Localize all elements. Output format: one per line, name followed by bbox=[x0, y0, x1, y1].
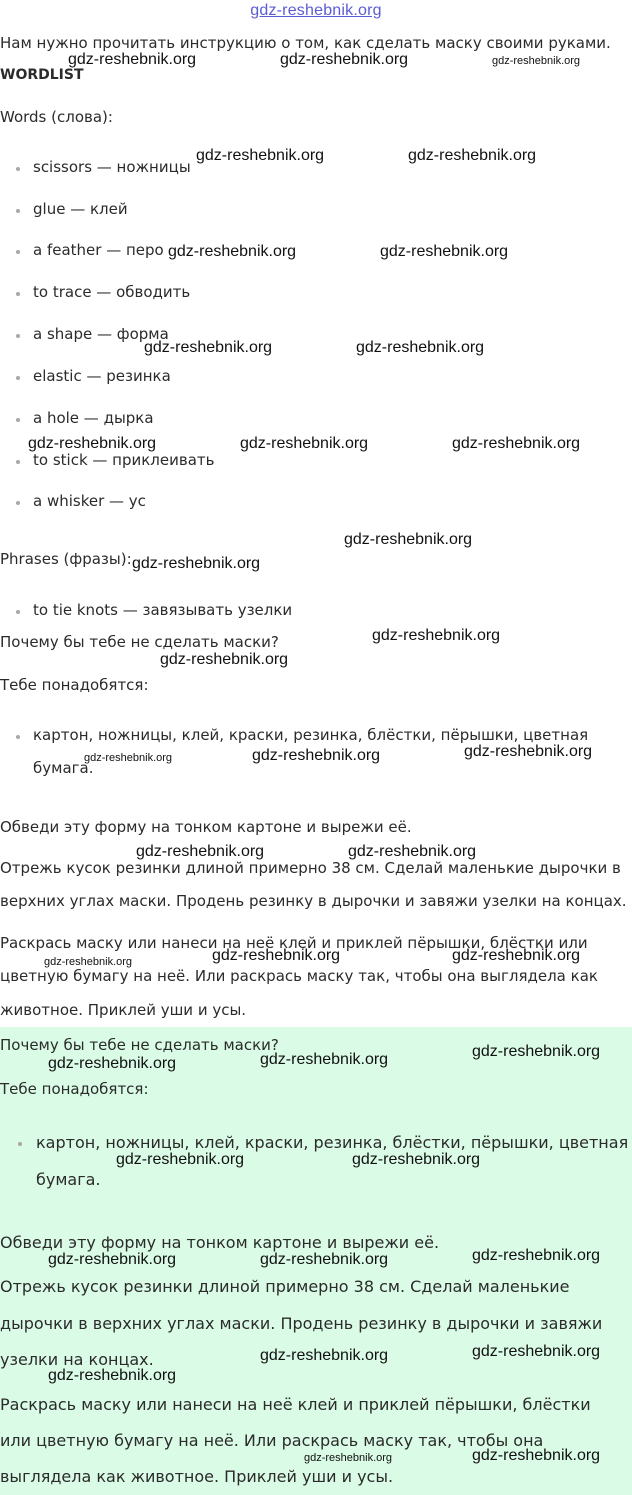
answer-step-2-line: узелки на концах. bbox=[0, 1350, 154, 1369]
watermark: gdz-reshebnik.org bbox=[116, 1151, 245, 1168]
answer-step-1: Обведи эту форму на тонком картоне и вырежи её. bbox=[0, 1233, 440, 1252]
answer-materials-line: картон, ножницы, клей, краски, резинка, блёстки, пёрышки, цветная bbox=[36, 1133, 629, 1152]
watermark: gdz-reshebnik.org bbox=[464, 743, 593, 760]
answer-step-3-line: выглядела как животное. Приклей уши и усы. bbox=[0, 1467, 394, 1486]
watermark: gdz-reshebnik.org bbox=[132, 555, 261, 572]
answer-step-3-line: или цветную бумагу на неё. Или раскрась маску так, чтобы она bbox=[0, 1431, 544, 1450]
list-item: a hole — дырка bbox=[33, 409, 154, 427]
watermark: gdz-reshebnik.org bbox=[304, 1452, 393, 1464]
answer-materials-line: бумага. bbox=[36, 1170, 101, 1189]
list-item: to tie knots — завязывать узелки bbox=[33, 601, 293, 619]
watermark: gdz-reshebnik.org bbox=[352, 1151, 481, 1168]
watermark: gdz-reshebnik.org bbox=[68, 51, 197, 68]
site-header-link[interactable]: gdz-reshebnik.org bbox=[250, 2, 382, 19]
translation-need: Тебе понадобятся: bbox=[0, 676, 149, 694]
bullet-icon bbox=[16, 460, 20, 464]
bullet-icon bbox=[16, 610, 20, 614]
phrases-heading: Phrases (фразы): bbox=[0, 550, 132, 568]
watermark: gdz-reshebnik.org bbox=[212, 947, 341, 964]
words-heading: Words (слова): bbox=[0, 108, 113, 126]
translation-materials-line: картон, ножницы, клей, краски, резинка, блёстки, пёрышки, цветная bbox=[33, 726, 589, 744]
watermark: gdz-reshebnik.org bbox=[48, 1251, 177, 1268]
watermark: gdz-reshebnik.org bbox=[472, 1247, 601, 1264]
watermark: gdz-reshebnik.org bbox=[240, 435, 369, 452]
watermark: gdz-reshebnik.org bbox=[252, 747, 381, 764]
watermark: gdz-reshebnik.org bbox=[168, 243, 297, 260]
watermark: gdz-reshebnik.org bbox=[344, 531, 473, 548]
watermark: gdz-reshebnik.org bbox=[196, 147, 325, 164]
list-item: a feather — перо bbox=[33, 241, 164, 259]
watermark: gdz-reshebnik.org bbox=[372, 627, 501, 644]
bullet-icon bbox=[16, 209, 20, 213]
watermark: gdz-reshebnik.org bbox=[280, 51, 409, 68]
watermark: gdz-reshebnik.org bbox=[28, 435, 157, 452]
translation-step-3-line: животное. Приклей уши и усы. bbox=[0, 1001, 247, 1019]
intro-text: Нам нужно прочитать инструкцию о том, как сделать маску своими руками. bbox=[0, 34, 611, 52]
watermark: gdz-reshebnik.org bbox=[472, 1043, 601, 1060]
answer-step-3-line: Раскрась маску или нанеси на неё клей и приклей пёрышки, блёстки bbox=[0, 1395, 591, 1414]
watermark: gdz-reshebnik.org bbox=[452, 435, 581, 452]
list-item: a shape — форма bbox=[33, 325, 169, 343]
list-item: to trace — обводить bbox=[33, 283, 191, 301]
translation-step-3-line: Раскрась маску или нанеси на неё клей и приклей пёрышки, блёстки или bbox=[0, 934, 588, 952]
bullet-icon bbox=[16, 418, 20, 422]
watermark: gdz-reshebnik.org bbox=[160, 651, 289, 668]
bullet-icon bbox=[16, 735, 20, 739]
bullet-icon bbox=[16, 167, 20, 171]
bullet-icon bbox=[16, 250, 20, 254]
watermark: gdz-reshebnik.org bbox=[472, 1447, 601, 1464]
list-item: elastic — резинка bbox=[33, 367, 171, 385]
translation-question: Почему бы тебе не сделать маски? bbox=[0, 633, 279, 651]
watermark: gdz-reshebnik.org bbox=[380, 243, 509, 260]
answer-need: Тебе понадобятся: bbox=[0, 1080, 149, 1098]
bullet-icon bbox=[16, 501, 20, 505]
list-item: glue — клей bbox=[33, 200, 128, 218]
list-item: a whisker — ус bbox=[33, 492, 146, 510]
bullet-icon bbox=[16, 376, 20, 380]
bullet-icon bbox=[16, 334, 20, 338]
translation-step-2-line: верхних углах маски. Продень резинку в дырочки и завяжи узелки на концах. bbox=[0, 892, 627, 910]
watermark: gdz-reshebnik.org bbox=[84, 752, 173, 764]
translation-step-1: Обведи эту форму на тонком картоне и вырежи её. bbox=[0, 818, 412, 836]
watermark: gdz-reshebnik.org bbox=[48, 1055, 177, 1072]
bullet-icon bbox=[18, 1142, 22, 1146]
answer-step-2-line: дырочки в верхних углах маски. Продень резинку в дырочки и завяжи bbox=[0, 1314, 603, 1333]
wordlist-heading: WORDLIST bbox=[0, 67, 84, 83]
watermark: gdz-reshebnik.org bbox=[260, 1251, 389, 1268]
watermark: gdz-reshebnik.org bbox=[260, 1051, 389, 1068]
answer-question: Почему бы тебе не сделать маски? bbox=[0, 1036, 279, 1054]
watermark: gdz-reshebnik.org bbox=[452, 947, 581, 964]
watermark: gdz-reshebnik.org bbox=[492, 55, 581, 67]
bullet-icon bbox=[16, 292, 20, 296]
watermark: gdz-reshebnik.org bbox=[260, 1347, 389, 1364]
watermark: gdz-reshebnik.org bbox=[44, 956, 133, 968]
translation-materials-line: бумага. bbox=[33, 759, 94, 777]
watermark: gdz-reshebnik.org bbox=[136, 843, 265, 860]
translation-step-2-line: Отрежь кусок резинки длиной примерно 38 см. Сделай маленькие дырочки в bbox=[0, 859, 621, 877]
list-item: scissors — ножницы bbox=[33, 158, 191, 176]
watermark: gdz-reshebnik.org bbox=[408, 147, 537, 164]
watermark: gdz-reshebnik.org bbox=[348, 843, 477, 860]
answer-step-2-line: Отрежь кусок резинки длиной примерно 38 см. Сделай маленькие bbox=[0, 1277, 570, 1296]
translation-step-3-line: цветную бумагу на неё. Или раскрась маску так, чтобы она выглядела как bbox=[0, 967, 598, 985]
watermark: gdz-reshebnik.org bbox=[144, 339, 273, 356]
list-item: to stick — приклеивать bbox=[33, 451, 215, 469]
watermark: gdz-reshebnik.org bbox=[472, 1343, 601, 1360]
watermark: gdz-reshebnik.org bbox=[356, 339, 485, 356]
watermark: gdz-reshebnik.org bbox=[48, 1367, 177, 1384]
